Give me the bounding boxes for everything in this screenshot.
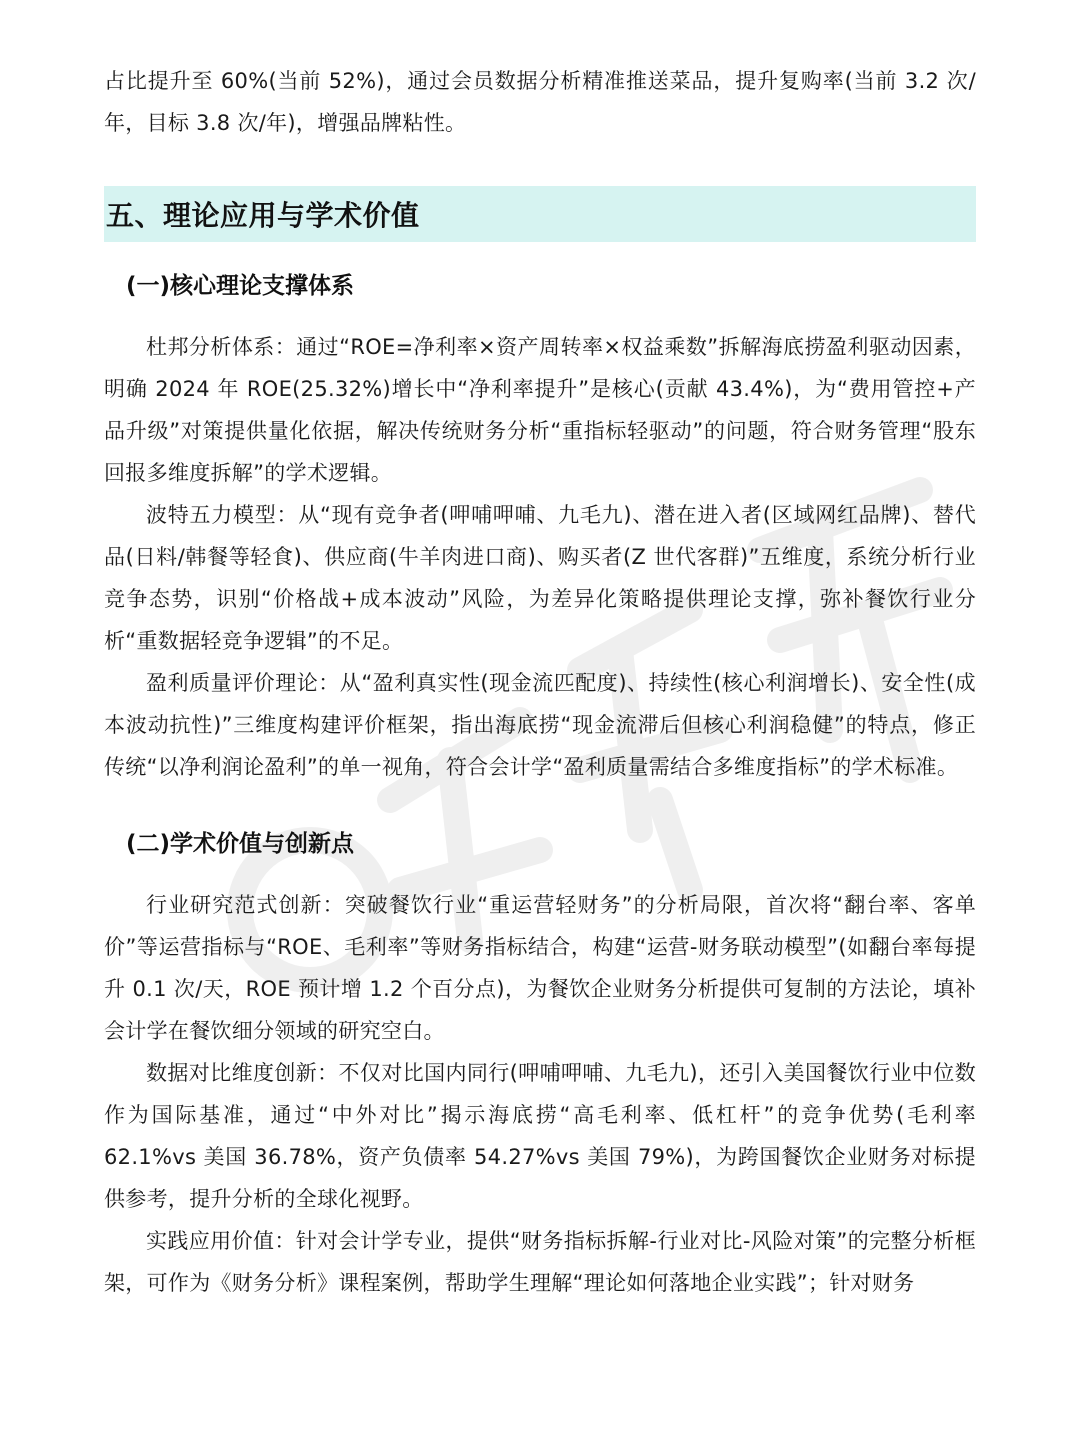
paragraph-research-paradigm: 行业研究范式创新：突破餐饮行业“重运营轻财务”的分析局限，首次将“翻台率、客单价”等运营指标与“ROE、毛利率”等财务指标结合，构建“运营-财务联动模型”(如翻台率每提升 0.1 次/天，ROE 预计增 1.2 个百分点)，为餐饮企业财务分析提供可复制的方法论，填补会计学在餐饮细分领域的研究空白。 [104, 893, 976, 1043]
paragraph-porter: 波特五力模型：从“现有竞争者(呷哺呷哺、九毛九)、潜在进入者(区域网红品牌)、替代品(日料/韩餐等轻食)、供应商(牛羊肉进口商)、购买者(Z 世代客群)”五维度，系统分析行业竞争态势，识别“价格战+成本波动”风险，为差异化策略提供理论支撑，弥补餐饮行业分析“重数据轻竞争逻辑”的不足。 [104, 503, 976, 653]
paragraph-dupont: 杜邦分析体系：通过“ROE=净利率×资产周转率×权益乘数”拆解海底捞盈利驱动因素，明确 2024 年 ROE(25.32%)增长中“净利率提升”是核心(贡献 43.4%)，为“费用管控+产品升级”对策提供量化依据，解决传统财务分析“重指标轻驱动”的问题，符合财务管理“股东回报多维度拆解”的学术逻辑。 [104, 335, 976, 485]
paragraph-earnings-quality: 盈利质量评价理论：从“盈利真实性(现金流匹配度)、持续性(核心利润增长)、安全性(成本波动抗性)”三维度构建评价框架，指出海底捞“现金流滞后但核心利润稳健”的特点，修正传统“以净利润论盈利”的单一视角，符合会计学“盈利质量需结合多维度指标”的学术标准。 [104, 671, 976, 779]
document-body [104, 60, 976, 1304]
paragraph-data-comparison: 数据对比维度创新：不仅对比国内同行(呷哺呷哺、九毛九)，还引入美国餐饮行业中位数作为国际基准，通过“中外对比”揭示海底捞“高毛利率、低杠杆”的竞争优势(毛利率 62.1%vs 美国 36.78%，资产负债率 54.27%vs 美国 79%)，为跨国餐饮企业财务对标提供参考，提升分析的全球化视野。 [104, 1061, 976, 1211]
section-heading: 五、理论应用与学术价值 [104, 186, 976, 242]
intro-paragraph: 占比提升至 60%(当前 52%)，通过会员数据分析精准推送菜品，提升复购率(当前 3.2 次/年，目标 3.8 次/年)，增强品牌粘性。 [104, 69, 976, 135]
subsection-heading-theory: (一)核心理论支撑体系 [126, 273, 355, 299]
subsection-heading-academic-value: (二)学术价值与创新点 [126, 831, 355, 857]
paragraph-practical-value: 实践应用价值：针对会计学专业，提供“财务指标拆解-行业对比-风险对策”的完整分析框架，可作为《财务分析》课程案例，帮助学生理解“理论如何落地企业实践”；针对财务 [104, 1229, 976, 1295]
